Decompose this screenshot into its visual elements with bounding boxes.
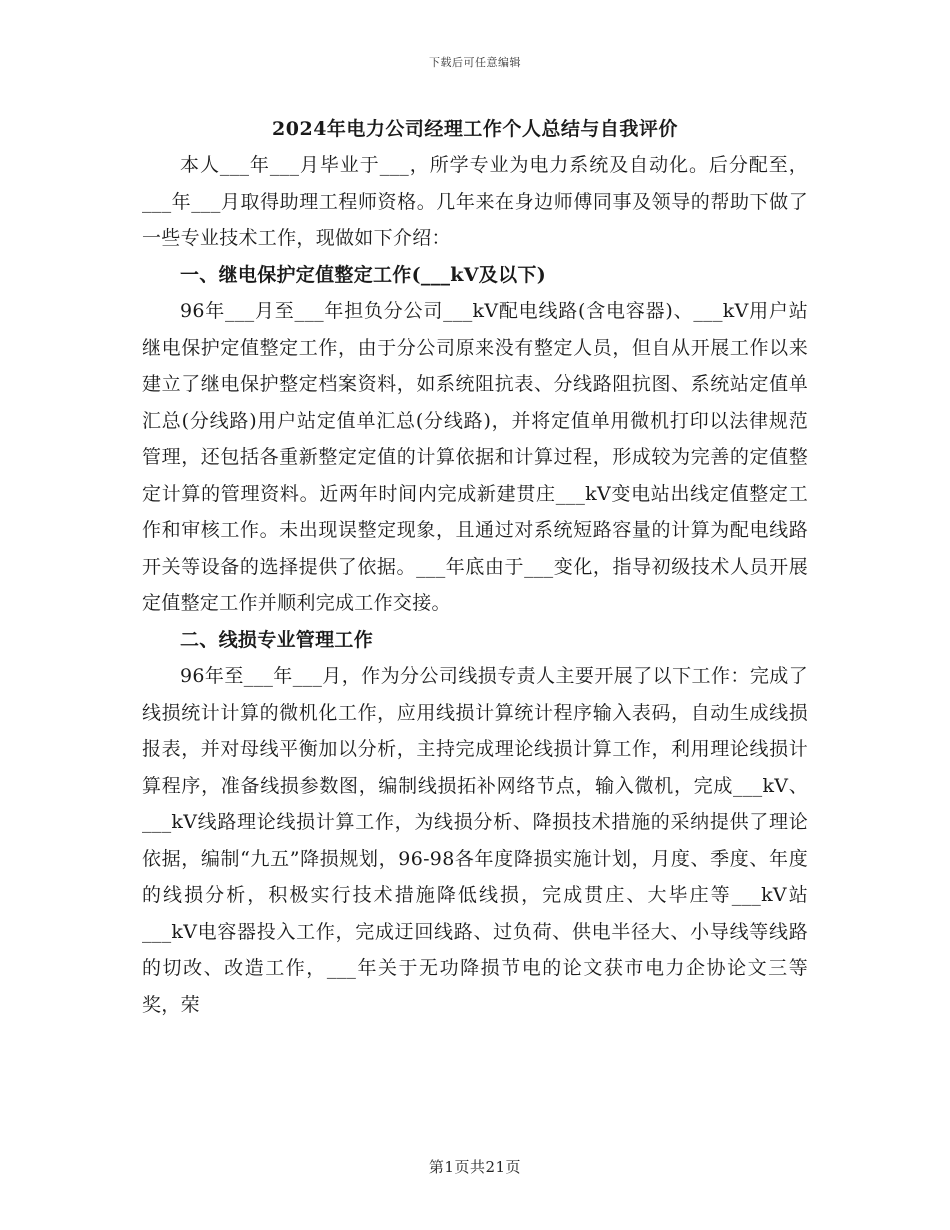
document-body: [142, 147, 808, 1023]
page-number-footer: 第1页共21页: [428, 1158, 522, 1176]
document-title: 2024年电力公司经理工作个人总结与自我评价: [272, 118, 678, 140]
page-header-note: 下载后可任意编辑: [429, 56, 521, 69]
section-heading-relay-protection: 一、继电保护定值整定工作(___kV及以下): [180, 263, 546, 286]
section-heading-line-loss: 二、线损专业管理工作: [180, 628, 374, 651]
section-body-relay-protection: 96年___月至___年担负分公司___kV配电线路(含电容器)、___kV用户站继电保护定值整定工作，由于分公司原来没有整定人员，但自从开展工作以来建立了继电保护整定档案资料，如系统阻抗表、分线路阻抗图、系统站定值单汇总(分线路)用户站定值单汇总(分线路)，并将定值单用微机打印以法律规范管理，还包括各重新整定定值的计算依据和计算过程，形成较为完善的定值整定计算的管理资料。近两年时间内完成新建贯庄___kV变电站出线定值整定工作和审核工作。未出现误整定现象，且通过对系统短路容量的计算为配电线路开关等设备的选择提供了依据。___年底由于___变化，指导初级技术人员开展定值整定工作并顺利完成工作交接。: [142, 300, 808, 614]
intro-paragraph: 本人___年___月毕业于___，所学专业为电力系统及自动化。后分配至，___年___月取得助理工程师资格。几年来在身边师傅同事及领导的帮助下做了一些专业技术工作，现做如下介绍：: [142, 154, 808, 249]
section-body-line-loss: 96年至___年___月，作为分公司线损专责人主要开展了以下工作：完成了线损统计计算的微机化工作，应用线损计算统计程序输入表码，自动生成线损报表，并对母线平衡加以分析，主持完成理论线损计算工作，利用理论线损计算程序，准备线损参数图，编制线损拓补网络节点，输入微机，完成___kV、___kV线路理论线损计算工作，为线损分析、降损技术措施的采纳提供了理论依据，编制“九五”降损规划，96-98各年度降损实施计划，月度、季度、年度的线损分析，积极实行技术措施降低线损，完成贯庄、大毕庄等___kV站___kV电容器投入工作，完成迂回线路、过负荷、供电半径大、小导线等线路的切改、改造工作，___年关于无功降损节电的论文获市电力企协论文三等奖，荣: [142, 665, 808, 1016]
